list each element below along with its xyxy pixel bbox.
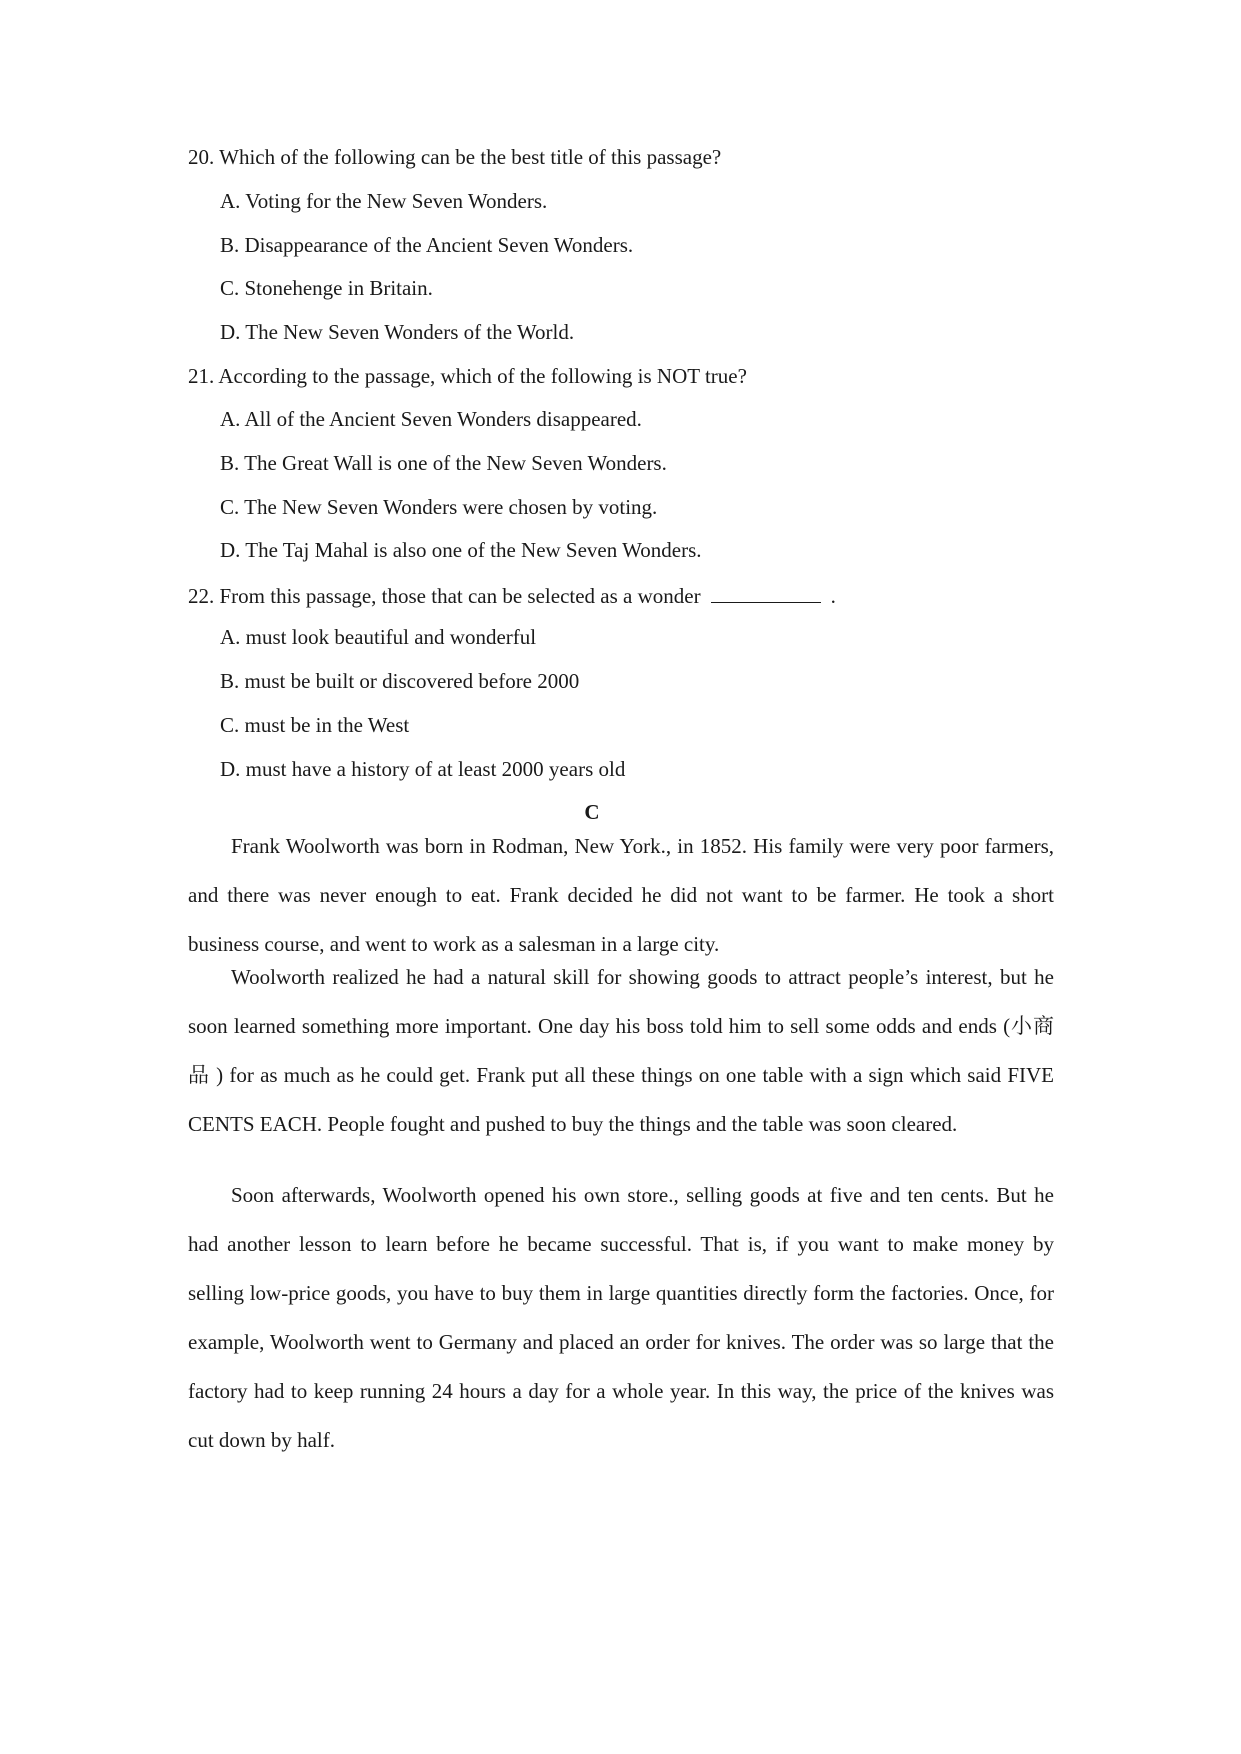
- passage-paragraph-3: Soon afterwards, Woolworth opened his own store., selling goods at five and ten cents. But he had another lesson to learn before he became successful. That is, if you want to make money by selling low-price goods, you have to buy them in large quantities directly form the factories. Once, for example, Woolworth went to Germany and placed an order for knives. The order was so large that the factory had to keep running 24 hours a day for a whole year. In this way, the price of the knives was cut down by half.: [188, 1183, 1054, 1452]
- question-20-option-d: D. The New Seven Wonders of the World.: [220, 320, 575, 344]
- question-21-option-d: D. The Taj Mahal is also one of the New Seven Wonders.: [220, 538, 702, 562]
- question-22-option-d: D. must have a history of at least 2000 years old: [220, 757, 626, 781]
- question-22-option-a: A. must look beautiful and wonderful: [220, 625, 537, 649]
- passage-paragraph-2: Woolworth realized he had a natural skill for showing goods to attract people’s interest, but he soon learned something more important. One day his boss told him to sell some odds and ends (小商品 ) for as much as he could get. Frank put all these things on one table with a sign which said FIVE CENTS EACH. People fought and pushed to buy the things and the table was soon cleared.: [188, 965, 1054, 1136]
- question-22-option-c: C. must be in the West: [220, 713, 410, 737]
- question-21-option-b: B. The Great Wall is one of the New Seven Wonders.: [220, 451, 667, 475]
- question-20-stem: 20. Which of the following can be the best title of this passage?: [188, 145, 722, 169]
- question-21-option-c: C. The New Seven Wonders were chosen by voting.: [220, 495, 658, 519]
- passage-paragraph-1: Frank Woolworth was born in Rodman, New York., in 1852. His family were very poor farmers, and there was never enough to eat. Frank decided he did not want to be farmer. He took a short business course, and went to work as a salesman in a large city.: [188, 834, 1054, 956]
- question-21-stem: 21. According to the passage, which of the following is NOT true?: [188, 364, 747, 388]
- question-22-stem-line: [188, 584, 836, 607]
- question-22-stem-end: .: [830, 584, 836, 608]
- question-21-option-a: A. All of the Ancient Seven Wonders disappeared.: [220, 407, 642, 431]
- question-22-option-b: B. must be built or discovered before 2000: [220, 669, 580, 693]
- question-20-option-c: C. Stonehenge in Britain.: [220, 276, 433, 300]
- answer-blank: [711, 584, 821, 603]
- question-20-option-b: B. Disappearance of the Ancient Seven Wonders.: [220, 233, 634, 257]
- section-heading: C: [584, 800, 600, 824]
- question-22-stem: 22. From this passage, those that can be selected as a wonder: [188, 584, 701, 608]
- question-20-option-a: A. Voting for the New Seven Wonders.: [220, 189, 548, 213]
